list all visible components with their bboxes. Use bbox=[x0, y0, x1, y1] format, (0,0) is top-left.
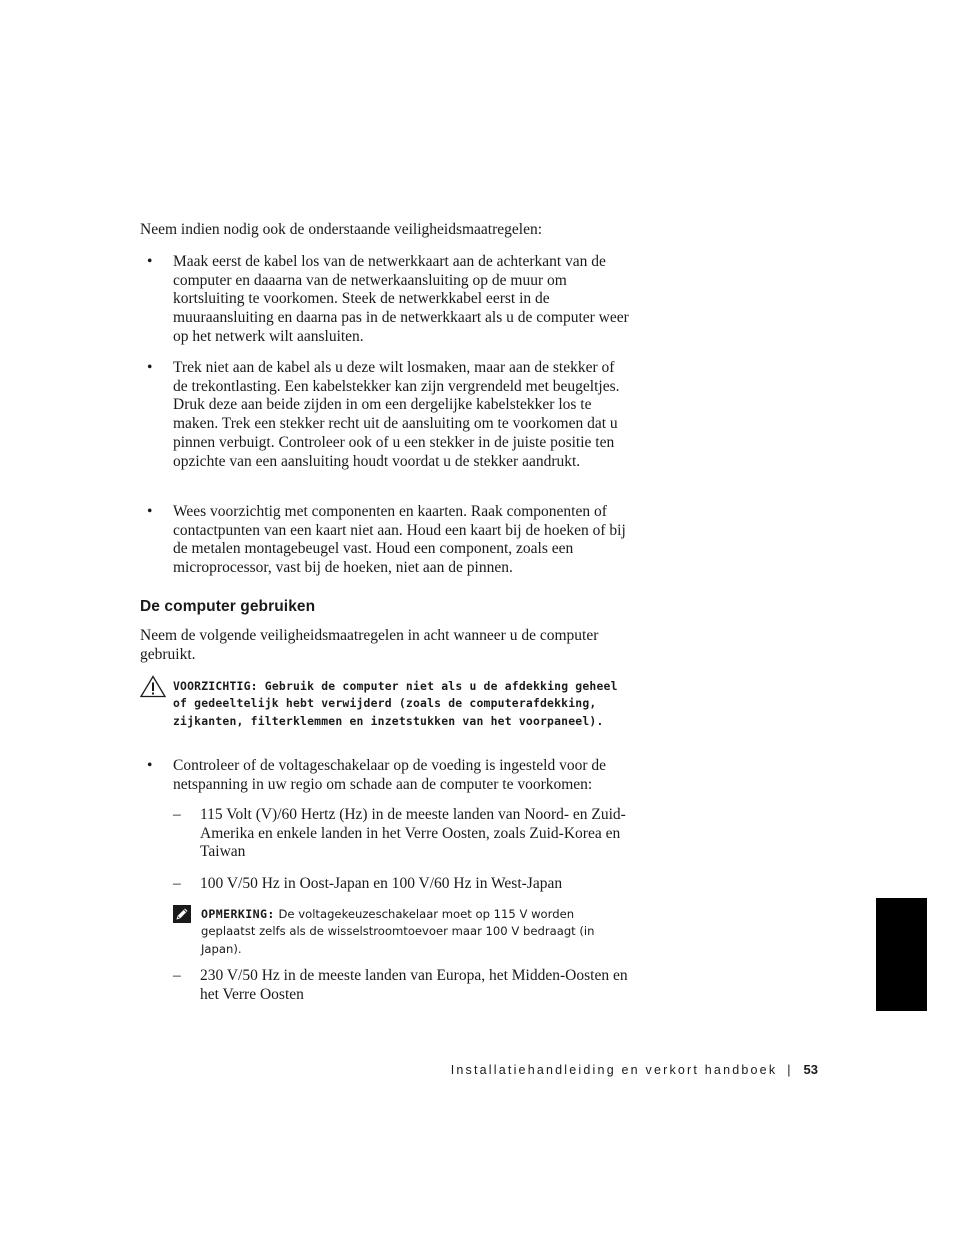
list-item-text: Maak eerst de kabel los van de netwerkkaart aan de achterkant van de computer en daaarna van de netwerkaansluiting op de muur om kortsluiting te voorkomen. Steek de netwerkkabel eerst in de muuraansluiting en daarna pas in de netwerkkaart als u de computer weer op het netwerk wilt aansluiten. bbox=[173, 253, 629, 345]
list-item-text: Trek niet aan de kabel als u deze wilt losmaken, maar aan de stekker of de trekontlasting. Een kabelstekker kan zijn vergrendeld met beugeltjes. Druk deze aan beide zijden in om een dergelijke kabelstekker los te maken. Trek een stekker recht uit de aansluiting om te voorkomen dat u pinnen verbuigt. Controleer ook of u een stekker in de juiste positie ten opzichte van een aansluiting houdt voordat u de stekker aandrukt. bbox=[173, 359, 620, 470]
dash-list-3 bbox=[173, 967, 633, 1004]
bullet-marker: • bbox=[147, 359, 153, 376]
list-item-text: 115 Volt (V)/60 Hertz (Hz) in de meeste landen van Noord- en Zuid-Amerika en enkele landen in het Verre Oosten, zoals Zuid-Korea en Taiwan bbox=[200, 806, 626, 861]
bullet-list-3 bbox=[140, 503, 630, 578]
section-intro-paragraph: Neem de volgende veiligheidsmaatregelen in acht wanneer u de computer gebruikt. bbox=[140, 627, 599, 663]
list-item-text: Controleer of de voltageschakelaar op de voeding is ingesteld voor de netspanning in uw regio om schade aan de computer te voorkomen: bbox=[173, 757, 607, 793]
list-item bbox=[140, 359, 630, 471]
list-item-text: Wees voorzichtig met componenten en kaarten. Raak componenten of contactpunten van een kaart niet aan. Houd een kaart bij de hoeken of bij de metalen montagebeugel vast. Houd een component, zoals een microprocessor, vast bij de hoeken, niet aan de pinnen. bbox=[173, 503, 626, 577]
dash-marker: – bbox=[173, 967, 181, 984]
list-item bbox=[140, 757, 630, 794]
bullet-marker: • bbox=[147, 757, 153, 774]
dash-marker: – bbox=[173, 806, 181, 823]
list-item bbox=[173, 967, 633, 1004]
dash-list-2 bbox=[173, 875, 633, 894]
list-item bbox=[173, 875, 633, 894]
caution-body: Gebruik de computer niet als u de afdekking geheel of gedeeltelijk hebt verwijderd (zoals de computerafdekking, zijkanten, filterklemmen en inzetstukken van het voorpaneel). bbox=[173, 679, 618, 728]
list-item bbox=[140, 253, 630, 347]
bullet-list-voltage bbox=[140, 757, 630, 794]
page-number: 53 bbox=[803, 1062, 818, 1077]
footer-title: Installatiehandleiding en verkort handboek bbox=[450, 1063, 778, 1077]
bullet-list-1 bbox=[140, 253, 630, 347]
pencil-note-icon bbox=[173, 905, 191, 923]
bullet-marker: • bbox=[147, 253, 153, 270]
list-item-text: 230 V/50 Hz in de meeste landen van Europa, het Midden-Oosten en het Verre Oosten bbox=[200, 967, 628, 1003]
bullet-marker: • bbox=[147, 503, 153, 520]
warning-triangle-icon bbox=[140, 675, 166, 698]
note-text bbox=[201, 906, 631, 958]
dash-marker: – bbox=[173, 875, 181, 892]
list-item bbox=[140, 503, 630, 578]
caution-label: VOORZICHTIG: bbox=[173, 679, 258, 693]
footer-separator: | bbox=[787, 1063, 791, 1077]
chapter-side-tab bbox=[876, 898, 927, 1011]
dash-list-1 bbox=[173, 806, 633, 862]
intro-paragraph: Neem indien nodig ook de onderstaande veiligheidsmaatregelen: bbox=[140, 221, 543, 238]
caution-text bbox=[173, 678, 628, 730]
page-footer bbox=[451, 1062, 818, 1077]
section-heading: De computer gebruiken bbox=[140, 598, 316, 615]
note-body: De voltagekeuzeschakelaar moet op 115 V worden geplaatst zelfs als de wisselstroomtoevoer maar 100 V bedraagt (in Japan). bbox=[201, 907, 595, 956]
bullet-list-2 bbox=[140, 359, 630, 471]
list-item-text: 100 V/50 Hz in Oost-Japan en 100 V/60 Hz in West-Japan bbox=[200, 875, 563, 892]
note-label: OPMERKING: bbox=[201, 907, 275, 921]
list-item bbox=[173, 806, 633, 862]
